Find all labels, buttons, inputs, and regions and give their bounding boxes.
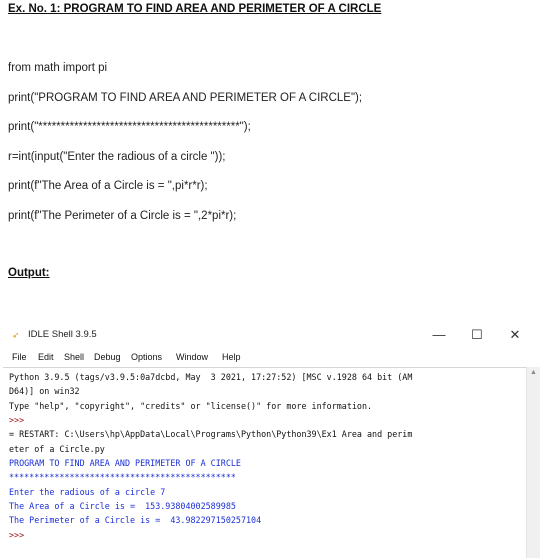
shell-line: Type "help", "copyright", "credits" or "license()" for more information. (9, 401, 373, 411)
window-titlebar[interactable] (0, 323, 540, 347)
code-line: print("*********************************************"); (8, 121, 251, 133)
shell-line: eter of a Circle.py (9, 444, 105, 454)
menu-help[interactable]: Help (222, 352, 241, 362)
close-button[interactable]: ✕ (509, 327, 521, 342)
minimize-button[interactable]: — (432, 327, 446, 342)
shell-prompt: >>> (9, 530, 25, 540)
shell-output-line: ********************************************* (9, 472, 236, 482)
menu-edit[interactable]: Edit (38, 352, 54, 362)
menu-debug[interactable]: Debug (94, 352, 121, 362)
shell-line: Python 3.9.5 (tags/v3.9.5:0a7dcbd, May 3 2021, 17:27:52) [MSC v.1928 64 bit (AM (9, 372, 413, 382)
shell-output-line: Enter the radious of a circle 7 (9, 487, 166, 497)
vertical-scrollbar[interactable] (526, 367, 540, 558)
output-heading: Output: (8, 267, 50, 279)
shell-text-area[interactable] (3, 367, 527, 559)
code-listing (8, 62, 362, 239)
python-feather-icon: ➶ (12, 330, 20, 340)
shell-line: D64)] on win32 (9, 386, 80, 396)
menu-options[interactable]: Options (131, 352, 163, 362)
idle-shell-window (0, 323, 540, 558)
shell-output-line: PROGRAM TO FIND AREA AND PERIMETER OF A CIRCLE (9, 458, 241, 468)
shell-prompt: >>> (9, 415, 25, 425)
menu-bar (0, 350, 540, 366)
window-title: IDLE Shell 3.9.5 (28, 329, 97, 340)
code-line: print(f"The Area of a Circle is = ",pi*r*r); (8, 180, 208, 192)
code-line: from math import pi (8, 62, 108, 74)
code-line: print("PROGRAM TO FIND AREA AND PERIMETER OF A CIRCLE"); (8, 91, 363, 104)
code-line: r=int(input("Enter the radious of a circle ")); (8, 150, 226, 163)
maximize-button[interactable]: ☐ (471, 327, 483, 342)
shell-output-line: The Area of a Circle is = 153.93804002589985 (9, 501, 236, 511)
code-line: print(f"The Perimeter of a Circle is = ",2*pi*r); (8, 209, 237, 222)
scroll-up-arrow-icon[interactable]: ▲ (530, 369, 537, 376)
exercise-title: Ex. No. 1: PROGRAM TO FIND AREA AND PERIMETER OF A CIRCLE (8, 3, 382, 15)
menu-file[interactable]: File (12, 352, 27, 362)
menu-window[interactable]: Window (176, 352, 209, 362)
shell-line: = RESTART: C:\Users\hp\AppData\Local\Programs\Python\Python39\Ex1 Area and perim (9, 429, 413, 439)
menu-shell[interactable]: Shell (64, 352, 85, 362)
shell-output-line: The Perimeter of a Circle is = 43.982297150257104 (9, 515, 262, 525)
